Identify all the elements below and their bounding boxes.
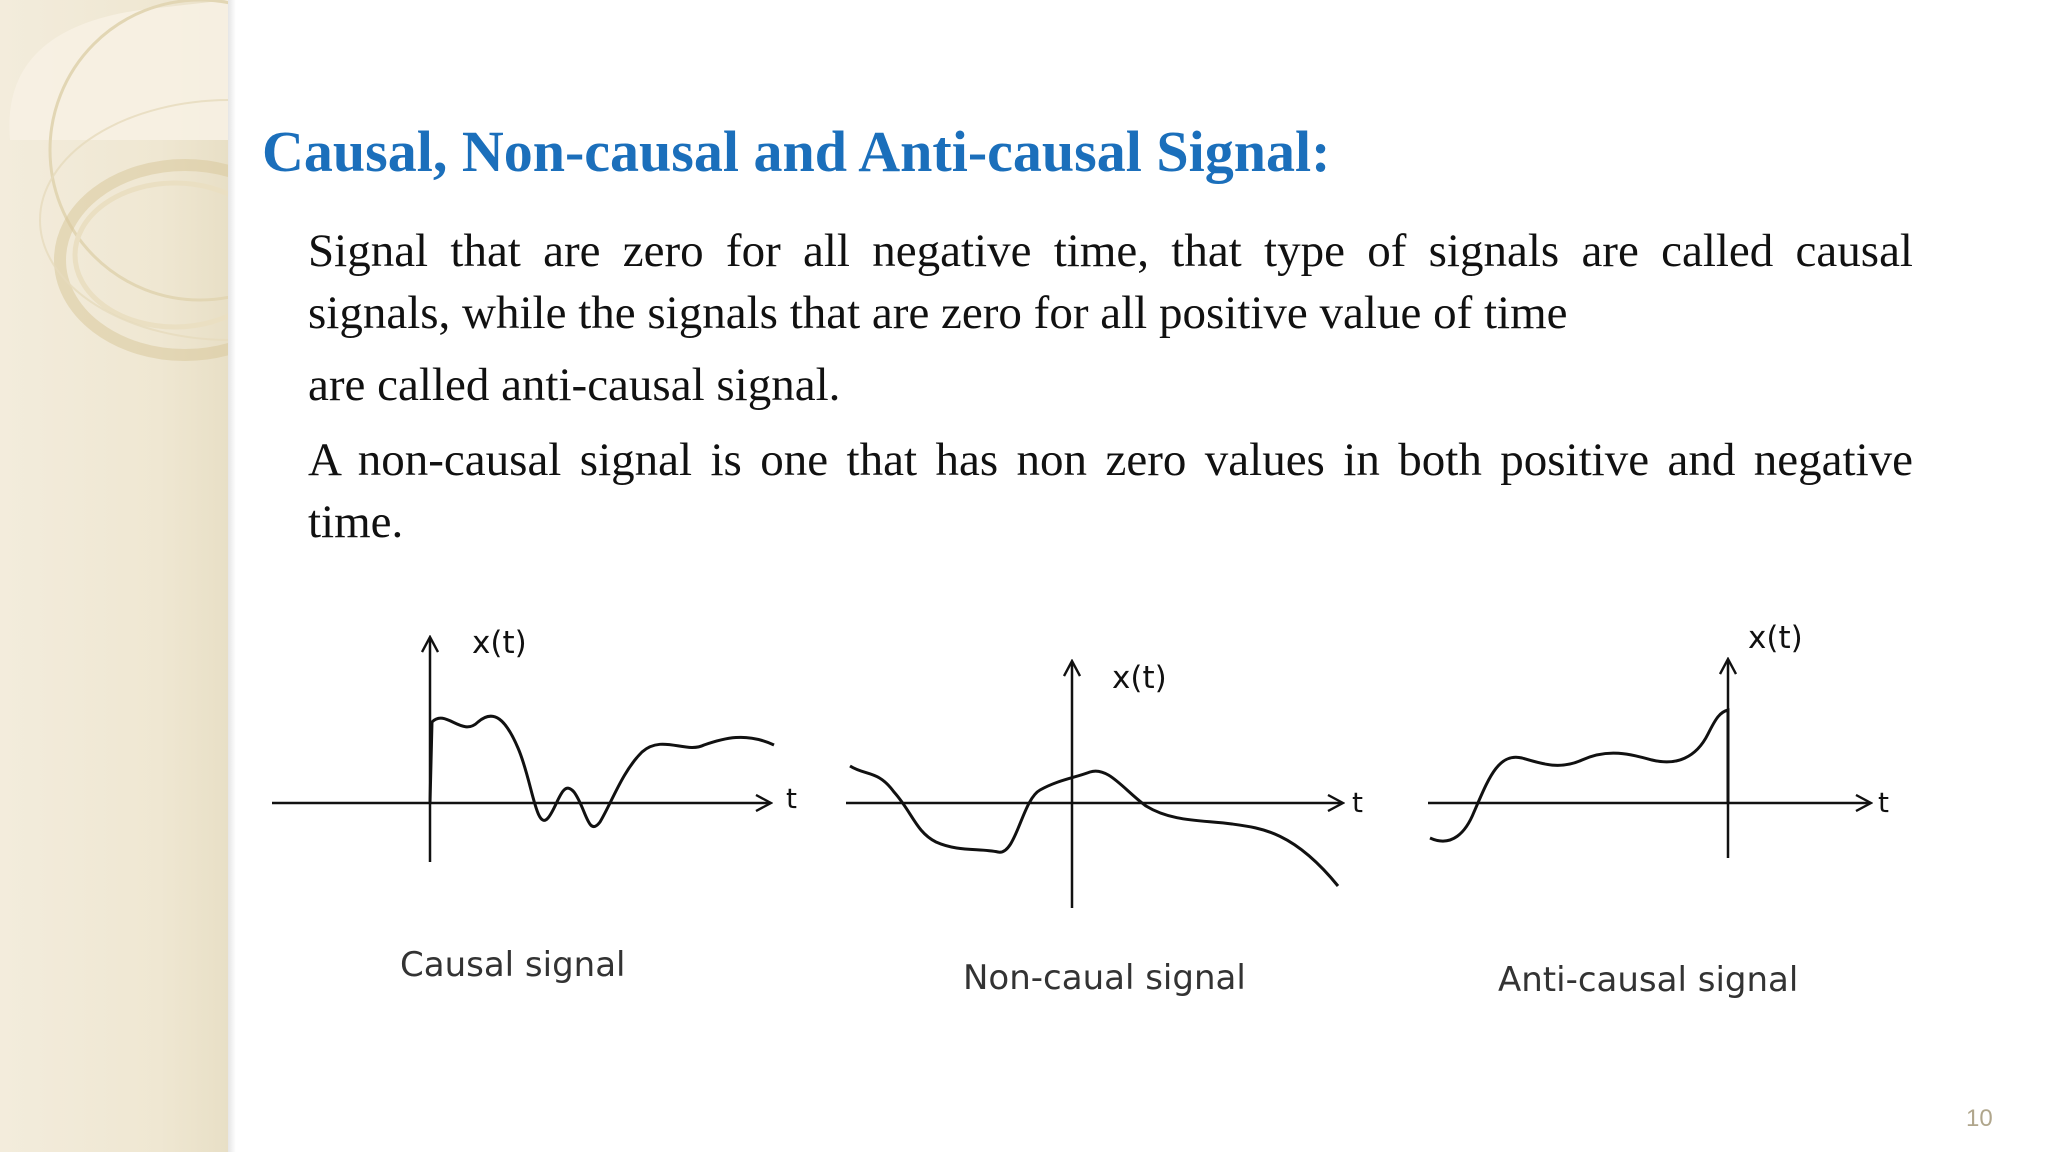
anticausal-caption: Anti-causal signal [1498, 960, 1799, 1000]
causal-signal-curve [430, 716, 774, 826]
anticausal-signal-plot [1428, 620, 1889, 858]
paragraph-noncausal-definition: A non-causal signal is one that has non zero values in both positive and negative time. [308, 434, 1913, 548]
causal-x-label: t [786, 782, 797, 815]
anticausal-y-label: x(t) [1748, 620, 1803, 656]
causal-y-label: x(t) [472, 625, 527, 661]
noncausal-signal-plot [846, 660, 1363, 908]
noncausal-caption: Non-caual signal [963, 958, 1246, 998]
noncausal-signal-curve [850, 766, 1338, 886]
anticausal-signal-curve [1430, 710, 1728, 841]
slide-title: Causal, Non-causal and Anti-causal Signal: [262, 119, 1331, 184]
sidebar-shadow [228, 0, 236, 1152]
paragraph-anticausal-definition: are called anti-causal signal. [308, 359, 841, 411]
signal-diagrams [250, 570, 1890, 1000]
noncausal-x-label: t [1352, 786, 1363, 819]
noncausal-y-label: x(t) [1112, 660, 1167, 696]
causal-signal-plot [272, 625, 797, 862]
decorative-sidebar [0, 0, 228, 1152]
causal-caption: Causal signal [400, 945, 626, 985]
anticausal-x-label: t [1878, 786, 1889, 819]
paragraph-causal-definition: Signal that are zero for all negative time, that type of signals are called causal signals, while the signals that are zero for all positive value of time [308, 225, 1913, 339]
page-number: 10 [1966, 1105, 1993, 1132]
decorative-rings [0, 0, 228, 420]
